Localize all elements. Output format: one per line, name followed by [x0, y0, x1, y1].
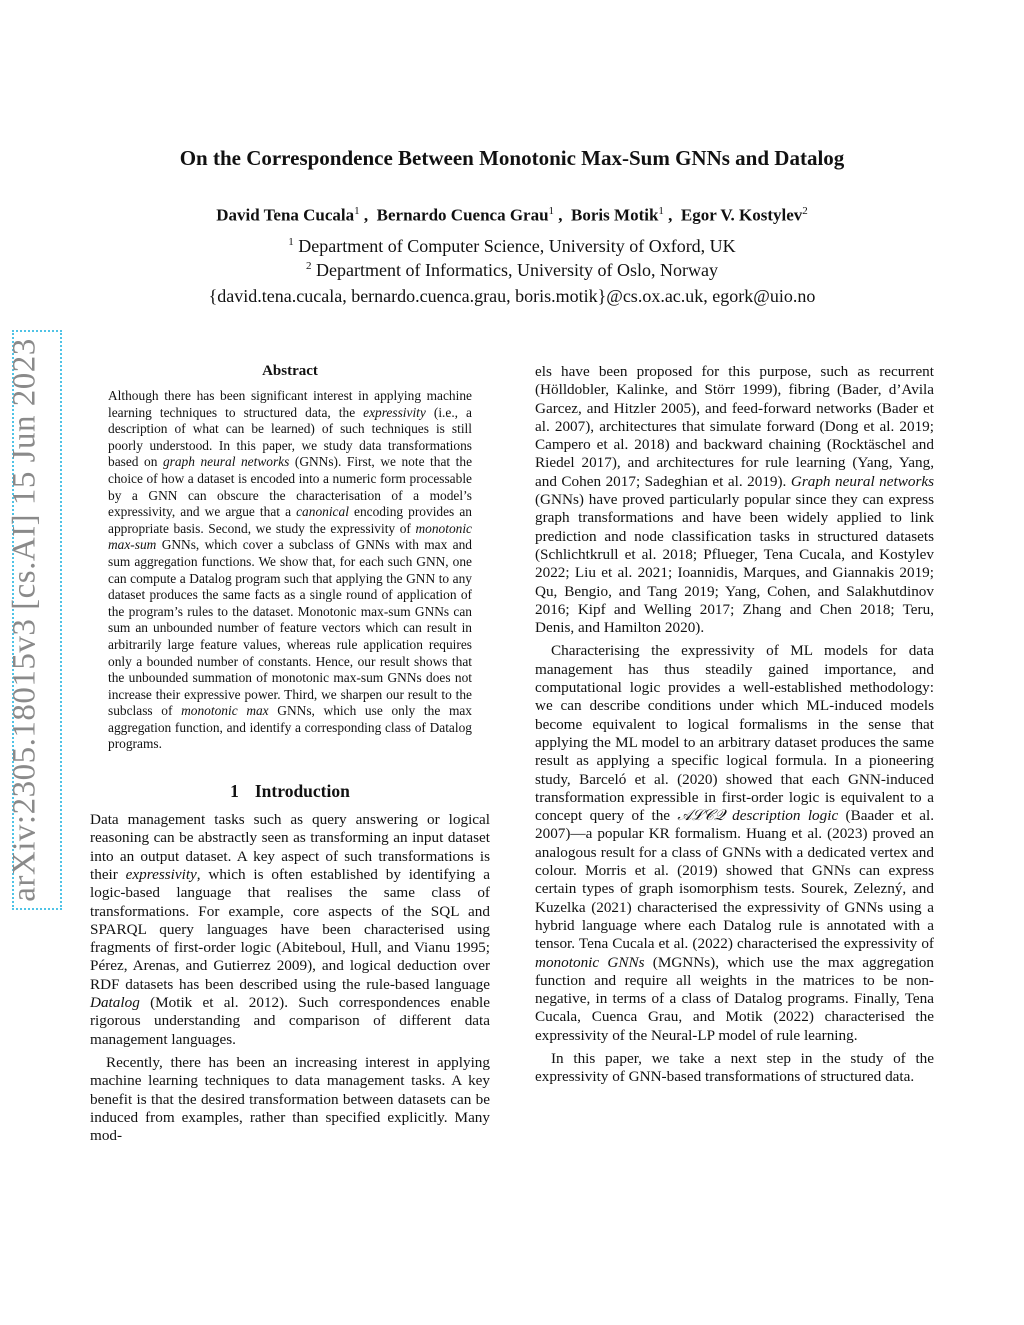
intro-paragraph-2: Recently, there has been an increasing interest in applying machine learning techniques to data management tasks. A key benefit is that the desired transformation between datasets can be induced from examples, rather than specified explicitly. Many mod- [90, 1053, 490, 1145]
author-list: David Tena Cucala$^1$ , Bernardo Cuenca Grau$^1$ , Boris Motik$^1$ , Egor V. Kostylev$^2$ [216, 205, 808, 225]
affiliation-mark: 1 [288, 236, 294, 248]
affiliation-mark: 2 [306, 260, 312, 272]
author-name: Boris Motik [571, 205, 659, 225]
intro-paragraph-3: Characterising the expressivity of ML models for data management has thus steadily gained importance, and computational logic provides a well-established methodology: we can describe conditions under which ML-induced models become equivalent to logical formalisms in the sense that applying the ML model to an arbitrary dataset produces the same result as applying a specific logical formula. In a pioneering study, Barceló et al. (2020) showed that each GNN-induced transformation expressible in first-order logic is equivalent to a concept query of the 𝒜ℒ𝒞𝒬 description logic (Baader et al. 2007)—a popular KR formalism. Huang et al. (2023) proved an analogous result for a class of GNNs with a dedicated vertex and colour. Morris et al. (2019) showed that GNNs can express certain types of graph isomorphism tests. Sourek, Zelezný, and Kuzelka (2021) characterised the expressivity of GNNs using a hybrid language where each Datalog rule is annotated with a tensor. Tena Cucala et al. (2022) characterised the expressivity of monotonic GNNs (MGNNs), which use the max aggregation function and require all weights in the matrices to be non-negative, in terms of a class of Datalog programs. Finally, Tena Cucala, Cuenca Grau, and Motik (2022) characterised the expressivity of the Neural-LP model of rule learning. [535, 642, 935, 1044]
author-affiliation-mark: 1 [548, 205, 555, 217]
author-name: David Tena Cucala [216, 205, 355, 225]
abstract-heading: Abstract [262, 363, 318, 379]
author-name: Bernardo Cuenca Grau [376, 205, 549, 225]
arxiv-stamp: arXiv:2305.18015v3 [cs.AI] 15 Jun 2023 [6, 338, 43, 902]
affiliation-oslo [0, 260, 1024, 281]
author-emails: {david.tena.cucala, bernardo.cuenca.grau, boris.motik}@cs.ox.ac.uk, egork@uio.no [208, 286, 816, 306]
left-column [90, 363, 490, 1145]
intro-paragraph-2-continued: els have been proposed for this purpose, such as recurrent (Hölldobler, Kalinke, and Störr 1999), fibring (Bader, d’Avila Garcez, and Hitzler 2005), and feed-forward networks (Bader et al. 2007), architectures that simulate forward (Dong et al. 2019; Campero et al. 2018) and backward chaining (Rocktäschel and Riedel 2017), and architectures for rule learning (Yang, Yang, and Cohen 2017; Sadeghian et al. 2019). Graph neural networks (GNNs) have proved particularly popular since they can express graph transformations and have been widely applied to link prediction and node classification tasks in structured datasets (Schlichtkrull et al. 2018; Pflueger, Tena Cucala, and Kostylev 2022; Liu et al. 2021; Ioannidis, Marques, and Giannakis 2019; Qu, Bengio, and Tang 2019; Yang, Cohen, and Salakhutdinov 2016; Kipf and Welling 2017; Zhang and Chen 2018; Teru, Denis, and Hamilton 2020). [535, 363, 935, 637]
author-name: Egor V. Kostylev [680, 205, 803, 225]
affiliation-text: Department of Informatics, University of Oslo, Norway [316, 260, 718, 280]
intro-paragraph-1: Data management tasks such as query answering or logical reasoning can be abstractly seen as transforming an input dataset into an output dataset. A key aspect of such transformations is their expressivity, which is often established by identifying a logic-based language that realises the same class of transformations. For example, core aspects of the SQL and SPARQL query languages have been characterised using fragments of first-order logic (Abiteboul, Hull, and Vianu 1995; Pérez, Arenas, and Gutierrez 2009), and logical deduction over RDF datasets has been described using the rule-based language Datalog (Motik et al. 2012). Such correspondences enable rigorous understanding and comparison of different data management languages. [90, 811, 490, 1048]
section-number: 1 [230, 781, 239, 802]
right-column [535, 363, 934, 1087]
abstract-body: Although there has been significant interest in applying machine learning techniques to structured data, the expressivity (i.e., a description of what can be learned) of such techniques is still poorly understood. In this paper, we study data transformations based on graph neural networks (GNNs). First, we note that the choice of how a dataset is encoded into a numeric form processable by a GNN can obscure the characterisation of a model’s expressivity, and we argue that a canonical encoding provides an appropriate basis. Second, we study the expressivity of monotonic max-sum GNNs, which cover a subclass of GNNs with max and sum aggregation functions. We show that, for each such GNN, one can compute a Datalog program such that applying the GNN to any dataset produces the same facts as a single round of application of the program’s rules to the dataset. Monotonic max-sum GNNs can sum an unbounded number of feature vectors which can result in arbitrarily large feature values, whereas rule application requires only a bounded number of constants. Hence, our result shows that the unbounded summation of monotonic max-sum GNNs does not increase their expressive power. Third, we sharpen our result to the subclass of monotonic max GNNs, which use only the max aggregation function, and identify a corresponding class of Datalog programs. [108, 388, 473, 752]
affiliation-oxford [0, 236, 1024, 257]
section-heading-introduction [90, 781, 490, 802]
paper-title: On the Correspondence Between Monotonic Max-Sum GNNs and Datalog [179, 146, 845, 170]
author-affiliation-mark: 1 [658, 205, 664, 217]
author-affiliation-mark: 2 [802, 205, 808, 217]
affiliation-text: Department of Computer Science, University of Oxford, UK [298, 236, 736, 256]
section-title: Introduction [254, 781, 350, 802]
author-affiliation-mark: 1 [354, 205, 360, 217]
intro-paragraph-4: In this paper, we take a next step in the study of the expressivity of GNN-based transformations of structured data. [535, 1049, 934, 1086]
